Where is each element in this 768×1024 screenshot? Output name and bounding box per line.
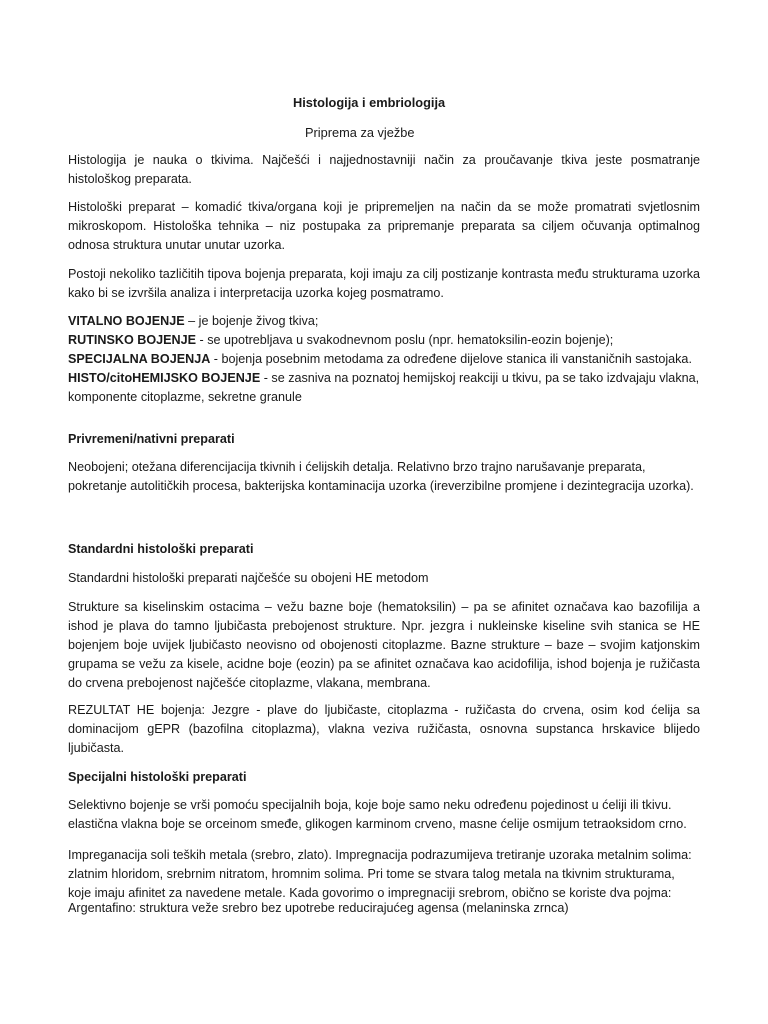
stain-list [68, 312, 700, 407]
heading-specijalni: Specijalni histološki preparati [68, 770, 247, 784]
stain-desc: – je bojenje živog tkiva; [184, 314, 319, 328]
stain-term: VITALNO BOJENJE [68, 314, 185, 328]
stain-desc: - se zasniva na poznatoj hemijskoj reakciji u tkivu, pa se tako izdvajaju vlakna, komponente citoplazme, sekretne granule [68, 371, 700, 404]
paragraph-impregnacija: Impreganacija soli teških metala (srebro, zlato). Impregnacija podrazumijeva tretiranje uzoraka metalnim solima: zlatnim hloridom, srebrnim nitratom, hromnim solima. Pri tome se stvara talog metala na tkivnim strukturama, koje imaju afinitet za navedene metale. Kada govorimo o impregnaciji srebrom, obično se koriste dva pojma: [68, 848, 692, 900]
stain-term: SPECIJALNA BOJENJA [68, 352, 211, 366]
stain-item [68, 312, 700, 331]
heading-privremeni: Privremeni/nativni preparati [68, 432, 235, 446]
stain-desc: - se upotrebljava u svakodnevnom poslu (npr. hematoksilin-eozin bojenje); [196, 333, 614, 347]
stain-item [68, 350, 700, 369]
paragraph-he-rezultat: REZULTAT HE bojenja: Jezgre - plave do ljubičaste, citoplazma - ružičasta do crvena, osim kod ćelija sa dominacijom gEPR (bazofilna citoplazma), vlakna veziva ružičasta, osnovna supstanca hrskavice blijedo ljubičasta. [68, 703, 700, 755]
paragraph-argentafino: Argentafino: struktura veže srebro bez upotrebe reducirajućeg agensa (melaninska zrnca) [68, 901, 569, 915]
paragraph-bojenje-types: Postoji nekoliko tazličitih tipova bojenja preparata, koji imaju za cilj postizanje kontrasta među strukturama uzorka kako bi se izvršila analiza i interpretacija uzorka kojeg posmatramo. [68, 267, 700, 300]
stain-term: HISTO/citoHEMIJSKO BOJENJE [68, 371, 261, 385]
stain-item [68, 331, 700, 350]
paragraph-privremeni: Neobojeni; otežana diferencijacija tkivnih i ćelijskih detalja. Relativno brzo trajno narušavanje preparata, pokretanje autolitičkih procesa, bakterijska kontaminacija uzorka (ireverzibilne promjene i dezintegracija uzorka). [68, 460, 694, 493]
stain-desc: - bojenja posebnim metodama za određene dijelove stanica ili vanstaničnih sastojaka. [210, 352, 692, 366]
document-title: Histologija i embriologija [293, 95, 446, 110]
document-subtitle: Priprema za vježbe [305, 125, 415, 140]
stain-term: RUTINSKO BOJENJE [68, 333, 197, 347]
stain-item [68, 369, 700, 407]
paragraph-specijalni-1: Selektivno bojenje se vrši pomoću specijalnih boja, koje boje samo neku određenu pojedinost u ćeliji ili tkivu. elastična vlakna boje se orceinom smeđe, glikogen karminom crveno, masne ćelije osmijum tetraoksidom crno. [68, 798, 687, 831]
paragraph-standardni-2: Strukture sa kiselinskim ostacima – vežu bazne boje (hematoksilin) – pa se afinitet označava kao bazofilija a ishod je plava do tamno ljubičasta prebojenost strukture. Npr. jezgra i nukleinske kiseline svih stanica se HE bojenjem boje uvijek ljubičasto neovisno od obojenosti citoplazme. Bazne strukture – baze – svojim katjonskim grupama se vežu za kisele, acidne boje (eozin) pa se afinitet označava kao acidofilija, ishod bojenja je ružičasta do crvena prebojenost najčešće citoplazme, vlakana, membrana. [68, 600, 700, 690]
heading-standardni: Standardni histološki preparati [68, 542, 254, 556]
paragraph-intro: Histologija je nauka o tkivima. Najčešći i najjednostavniji način za proučavanje tkiva jeste posmatranje histološkog preparata. [68, 153, 700, 186]
paragraph-preparat: Histološki preparat – komadić tkiva/organa koji je pripremeljen na način da se može promatrati svjetlosnim mikroskopom. Histološka tehnika – niz postupaka za pripremanje preparata sa ciljem očuvanja optimalnog odnosa struktura unutar unutar uzorka. [68, 200, 700, 252]
paragraph-standardni-1: Standardni histološki preparati najčešće su obojeni HE metodom [68, 571, 429, 585]
